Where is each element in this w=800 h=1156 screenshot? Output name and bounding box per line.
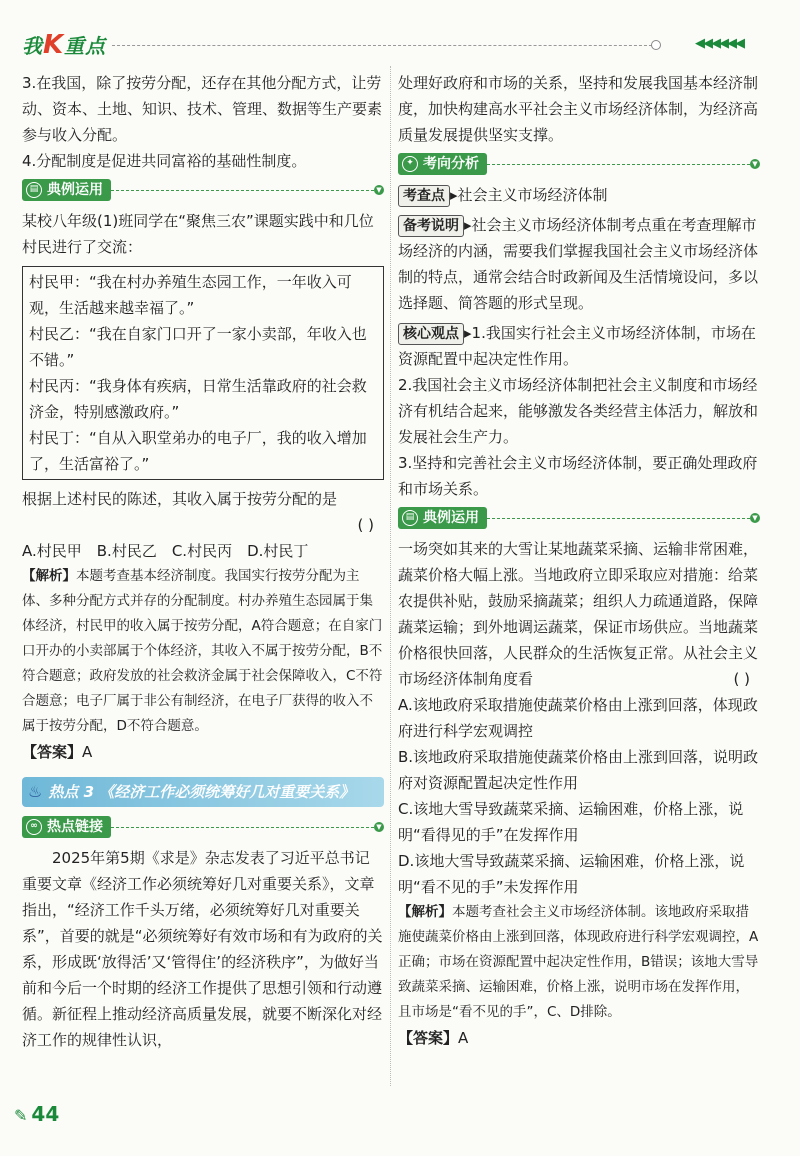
paragraph: 处理好政府和市场的关系，坚持和发展我国基本经济制度，加快构建高水平社会主义市场经济体制，为经济高质量发展提供坚实支撑。: [398, 74, 759, 144]
question-intro: 某校八年级(1)班同学在“聚焦三农”课题实践中和几位村民进行了交流：: [22, 212, 374, 256]
header-arrows-icon: ◀◀◀◀◀◀: [695, 36, 743, 51]
question-stem: 根据上述村民的陈述，其收入属于按劳分配的是: [22, 490, 338, 508]
compass-icon: ✦: [402, 156, 418, 172]
chevron-down-icon: ▼: [374, 185, 384, 195]
keyword-text: 社会主义市场经济体制: [457, 186, 608, 204]
keyword-text: 社会主义市场经济体制考点重在考查理解市场经济的内涵，需要我们掌握我国社会主义市场经济体制的特点，通常会结合时政新闻及生活情境设问，多以选择题、简答题的形式呈现。: [398, 216, 759, 312]
section-bar-analysis: [398, 152, 760, 176]
keyword-tag: 考查点: [398, 185, 450, 207]
answer-blank: ( ): [357, 516, 374, 534]
keyword-tag: 备考说明: [398, 215, 464, 237]
quote-box: [22, 266, 384, 480]
section-bar-example: [22, 178, 384, 202]
header-dot-icon: [651, 40, 661, 50]
analysis-text: 本题考查基本经济制度。我国实行按劳分配为主体、多种分配方式并存的分配制度。村办养殖生态园属于集体经济，村民甲的收入属于按劳分配，A符合题意；在自家门口开办的小卖部属于个体经济，其收入不属于按劳分配，B不符合题意；政府发放的社会救济金属于社会保障收入，C不符合题意；电子厂属于非公有制经济，在电子厂获得的收入不属于按劳分配，D不符合题意。: [22, 568, 383, 734]
answer-blank: ( ): [733, 670, 750, 688]
analysis-label: 【解析】: [398, 904, 452, 920]
keyword-tag: 核心观点: [398, 323, 464, 345]
section-title: 考向分析: [423, 156, 479, 172]
column-divider: [390, 66, 391, 1086]
core-point: 3.坚持和完善社会主义市场经济体制，要正确处理政府和市场关系。: [398, 454, 758, 498]
pen-icon: ✎: [14, 1106, 28, 1125]
answer-label: 【答案】: [398, 1029, 459, 1047]
quote-item: 村民丙：“我身体有疾病，日常生活靠政府的社会救济金，特别感激政府。”: [29, 377, 367, 421]
option: D.该地大雪导致蔬菜采摘、运输困难，价格上涨，说明“看不见的手”未发挥作用: [398, 852, 745, 896]
section-title: 典例运用: [423, 510, 479, 526]
option: A.该地政府采取措施使蔬菜价格由上涨到回落，体现政府进行科学宏观调控: [398, 696, 758, 740]
hotspot-title: 热点 3 《经济工作必须统筹好几对重要关系》: [48, 783, 355, 801]
page-number: ✎ 44: [14, 1102, 60, 1126]
hotspot-banner: [22, 777, 384, 807]
brand-logo: 我K重点: [22, 30, 107, 60]
quote-item: 村民乙：“我在自家门口开了一家小卖部，年收入也不错。”: [29, 325, 367, 369]
right-column: 处理好政府和市场的关系，坚持和发展我国基本经济制度，加快构建高水平社会主义市场经济体制，为经济高质量发展提供坚实支撑。 ✦ 考向分析 ▼ 考查点 ▸社会主义市场经济体制 备考说明 ▸社会主义市场经济体制考点重在考查理解市场经济的内涵，需要我们掌握我国社会主义市场经济体制的特点，通常会结合时政新闻及生活情境设问，多以选择题、简答题的形式呈现。 核心观点 ▸1.我国实行社会主义市场经济体制，市场在资源配置中起决定性作用。 2.我国社会主义市场经济体制把社会主义制度和市场经济有机结合起来，能够激发各类经营主体活力，解放和发展社会生产力。 3.坚持和完善社会主义市场经济体制，要正确处理政府和市场关系。 ▤ 典例运用 ▼ 一场突如其来的大雪让某地蔬菜采摘、运输非常困难，蔬菜价格大幅上涨。当地政府立即采取应对措施：给菜农提供补贴，鼓励采摘蔬菜；组织人力疏通道路，保障蔬菜运输；到外地调运蔬菜，保证市场供应。当地蔬菜价格很快回落，人民群众的生活恢复正常。从社会主义市场经济体制角度看 ( ) A.该地政府采取措施使蔬菜价格由上涨到回落，体现政府进行科学宏观调控 B.该地政府采取措施使蔬菜价格由上涨到回落，说明政府对资源配置起决定性作用 C.该地大雪导致蔬菜采摘、运输困难，价格上涨，说明“看得见的手”在发挥作用 D.该地大雪导致蔬菜采摘、运输困难，价格上涨，说明“看不见的手”未发挥作用 【解析】本题考查社会主义市场经济体制。该地政府采取措施使蔬菜价格由上涨到回落，体现政府进行科学宏观调控，A正确；市场在资源配置中起决定性作用，B错误；该地大雪导致蔬菜采摘、运输困难，价格上涨，说明市场在发挥作用，且市场是“看不见的手”，C、D排除。 【答案】A: [398, 70, 760, 1051]
analysis-label: 【解析】: [22, 568, 76, 584]
option: C.该地大雪导致蔬菜采摘、运输困难，价格上涨，说明“看得见的手”在发挥作用: [398, 800, 744, 844]
section-title: 热点链接: [47, 819, 103, 835]
chevron-down-icon: ▼: [374, 822, 384, 832]
quote-item: 村民丁：“自从入职堂弟办的电子厂，我的收入增加了，生活富裕了。”: [29, 429, 367, 473]
quote-item: 村民甲：“我在村办养殖生态园工作，一年收入可观，生活越来越幸福了。”: [29, 273, 352, 317]
chevron-down-icon: ▼: [750, 159, 760, 169]
book-icon: ▤: [26, 182, 42, 198]
options: A.村民甲 B.村民乙 C.村民丙 D.村民丁: [22, 542, 309, 560]
flame-icon: ♨: [28, 782, 43, 801]
link-icon: ∞: [26, 819, 42, 835]
section-bar-example: [398, 506, 760, 530]
paragraph: 3.在我国，除了按劳分配，还存在其他分配方式，让劳动、资本、土地、知识、技术、管理、数据等生产要素参与收入分配。: [22, 74, 383, 144]
section-title: 典例运用: [47, 182, 103, 198]
option: B.该地政府采取措施使蔬菜价格由上涨到回落，说明政府对资源配置起决定性作用: [398, 748, 759, 792]
header-divider: [112, 45, 657, 46]
answer-value: A: [458, 1029, 469, 1047]
book-icon: ▤: [402, 510, 418, 526]
core-point: 2.我国社会主义市场经济体制把社会主义制度和市场经济有机结合起来，能够激发各类经营主体活力，解放和发展社会生产力。: [398, 376, 759, 446]
section-bar-link: [22, 815, 384, 839]
answer-label: 【答案】: [22, 743, 83, 761]
paragraph: 4.分配制度是促进共同富裕的基础性制度。: [22, 152, 307, 170]
link-text: 2025年第5期《求是》杂志发表了习近平总书记重要文章《经济工作必须统筹好几对重要关系》，文章指出，“经济工作千头万绪，必须统筹好几对重要关系”，首要的就是“必须统筹好有效市场和有为政府的关系，形成既‘放得活’又‘管得住’的经济秩序”，为做好当前和今后一个时期的经济工作提供了思想引领和行动遵循。新征程上推动经济高质量发展，就要不断深化对经济工作的规律性认识，: [22, 849, 383, 1049]
core-point: 1.我国实行社会主义市场经济体制，市场在资源配置中起决定性作用。: [398, 324, 756, 368]
chevron-down-icon: ▼: [750, 513, 760, 523]
question-stem: 一场突如其来的大雪让某地蔬菜采摘、运输非常困难，蔬菜价格大幅上涨。当地政府立即采取应对措施：给菜农提供补贴，鼓励采摘蔬菜；组织人力疏通道路，保障蔬菜运输；到外地调运蔬菜，保证市场供应。当地蔬菜价格很快回落，人民群众的生活恢复正常。从社会主义市场经济体制角度看: [398, 540, 759, 688]
answer-value: A: [82, 743, 93, 761]
analysis-text: 本题考查社会主义市场经济体制。该地政府采取措施使蔬菜价格由上涨到回落，体现政府进行科学宏观调控，A正确；市场在资源配置中起决定性作用，B错误；该地大雪导致蔬菜采摘、运输困难，价格上涨，说明市场在发挥作用，且市场是“看不见的手”，C、D排除。: [398, 904, 759, 1020]
left-column: [22, 70, 384, 1053]
